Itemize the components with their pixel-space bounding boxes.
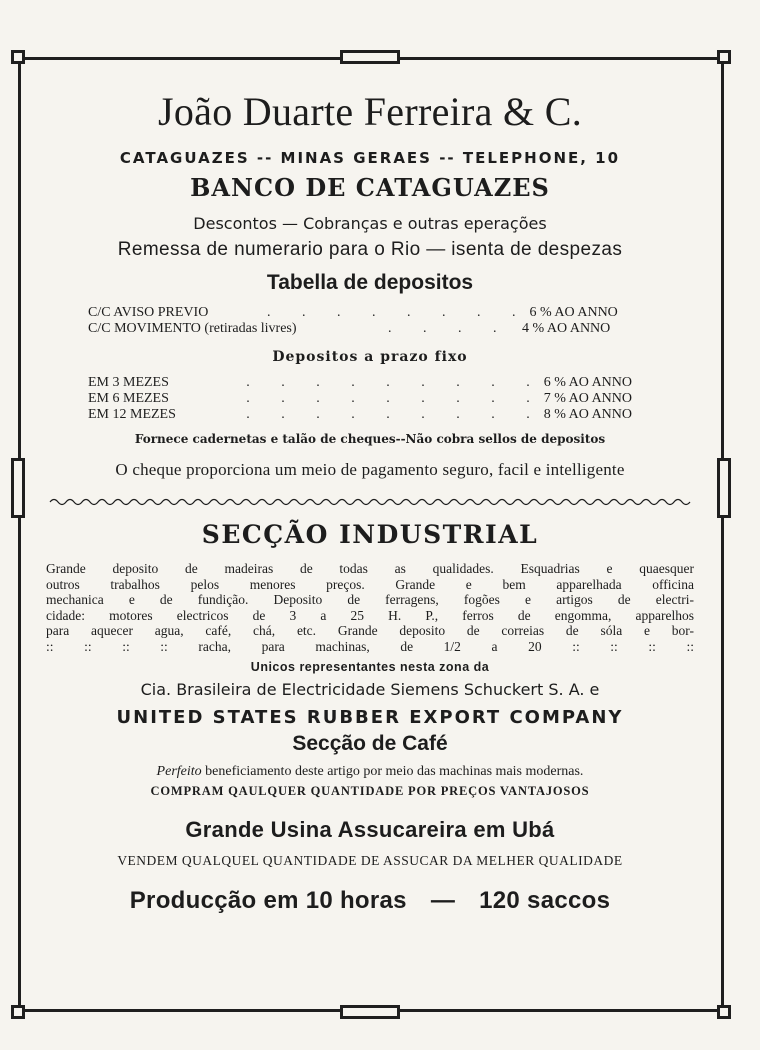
leader-dots: . . . . [388,321,511,336]
fixed-deposit-table [88,375,652,423]
cafe-description-text: beneficiamento deste artigo por meio das machinas mais modernas. [201,764,584,779]
industrial-heading: SECÇÃO INDUSTRIAL [201,520,539,549]
deposit-rate: 6 % AO ANNO [543,375,633,390]
border-ornament-left [11,458,25,518]
deposit-rate: 8 % AO ANNO [543,407,633,422]
unicos-line: Unicos representantes nesta zona da [250,660,490,674]
deposit-row [88,321,652,337]
deposit-label: C/C AVISO PREVIO [88,305,209,320]
paragraph-line: Grande deposito de madeiras de todas as qualidades. Esquadrias e quaesquer [46,561,694,576]
company-title: João Duarte Ferreira & C. [157,89,583,134]
fixed-deposits-heading: Depositos a prazo fixo [272,349,468,365]
deposit-label: EM 3 MEZES [88,375,169,390]
paragraph-line: outros trabalhos pelos menores preços. Grande e bem apparelhada officina [46,576,694,592]
bank-name: BANCO DE CATAGUAZES [190,173,550,202]
border-ornament-right [717,458,731,518]
border-ornament-top [340,50,400,64]
cheque-line: O cheque proporciona um meio de pagamento seguro, facil e intelligente [115,460,625,479]
vendem-line: VENDEM QUALQUEL QUANTIDADE DE ASSUCAR DA MELHER QUALIDADE [117,853,623,868]
production-line [40,887,700,915]
location-line: CATAGUAZES -- MINAS GERAES -- TELEPHONE, 10 [119,149,621,167]
border-corner-top-left [11,50,25,64]
deposit-table [88,305,652,337]
deposit-rate: 7 % AO ANNO [543,391,633,406]
deposit-row [88,391,652,407]
deposit-row [88,305,652,321]
advertisement-body [40,70,700,1000]
wavy-divider [50,494,690,510]
deposit-row [88,407,652,423]
border-corner-bottom-left [11,1005,25,1019]
cia-line: Cia. Brasileira de Electricidade Siemens Schuckert S. A. e [140,680,600,699]
cafe-description [40,764,700,780]
fornece-line: Fornece cadernetas e talão de cheques--Não cobra sellos de depositos [134,432,606,446]
remessa-line: Remessa de numerario para o Rio — isenta de despezas [117,239,623,260]
production-value: 120 saccos [479,887,611,914]
cafe-heading: Secção de Café [292,732,448,755]
border-corner-bottom-right [717,1005,731,1019]
border-corner-top-right [717,50,731,64]
deposit-label: EM 12 MEZES [88,407,176,422]
paragraph-line: cidade: motores electricos de 3 a 25 H. P., ferros de engomma, apparelhos [46,607,694,623]
deposit-rate: 4 % AO ANNO [522,321,611,336]
deposit-rate: 6 % AO ANNO [529,305,618,320]
leader-dots: . . . . . . . . . [246,375,544,390]
paragraph-line: mechanica e de fundição. Deposito de ferragens, fogões e artigos de electri- [46,592,694,607]
deposit-label: EM 6 MEZES [88,391,169,406]
usina-heading: Grande Usina Assucareira em Ubá [185,817,555,842]
leader-dots: . . . . . . . . . [246,391,544,406]
paragraph-line: para aquecer agua, café, chá, etc. Grande deposito de correias de sóla e bor- [46,623,694,638]
leader-dots: . . . . . . . . . [246,407,544,422]
industrial-description [40,561,700,654]
deposits-heading: Tabella de depositos [266,271,474,294]
usrc-line: UNITED STATES RUBBER EXPORT COMPANY [116,707,624,728]
wavy-divider-line [50,494,690,510]
compram-line: COMPRAM QAULQUER QUANTIDADE POR PREÇOS VANTAJOSOS [150,784,590,798]
leader-dots: . . . . . . . . [267,305,530,320]
production-label: Producção em 10 horas [129,887,407,914]
border-ornament-bottom [340,1005,400,1019]
deposit-row [88,375,652,391]
paragraph-line: :: :: :: :: racha, para machinas, de 1/2 a 20 :: :: :: :: [46,638,694,654]
production-dash: — [430,887,456,914]
cafe-description-italic: Perfeito [156,764,202,779]
services-line: Descontos — Cobranças e outras eperações [193,214,547,233]
deposit-label: C/C MOVIMENTO (retiradas livres) [88,321,297,336]
